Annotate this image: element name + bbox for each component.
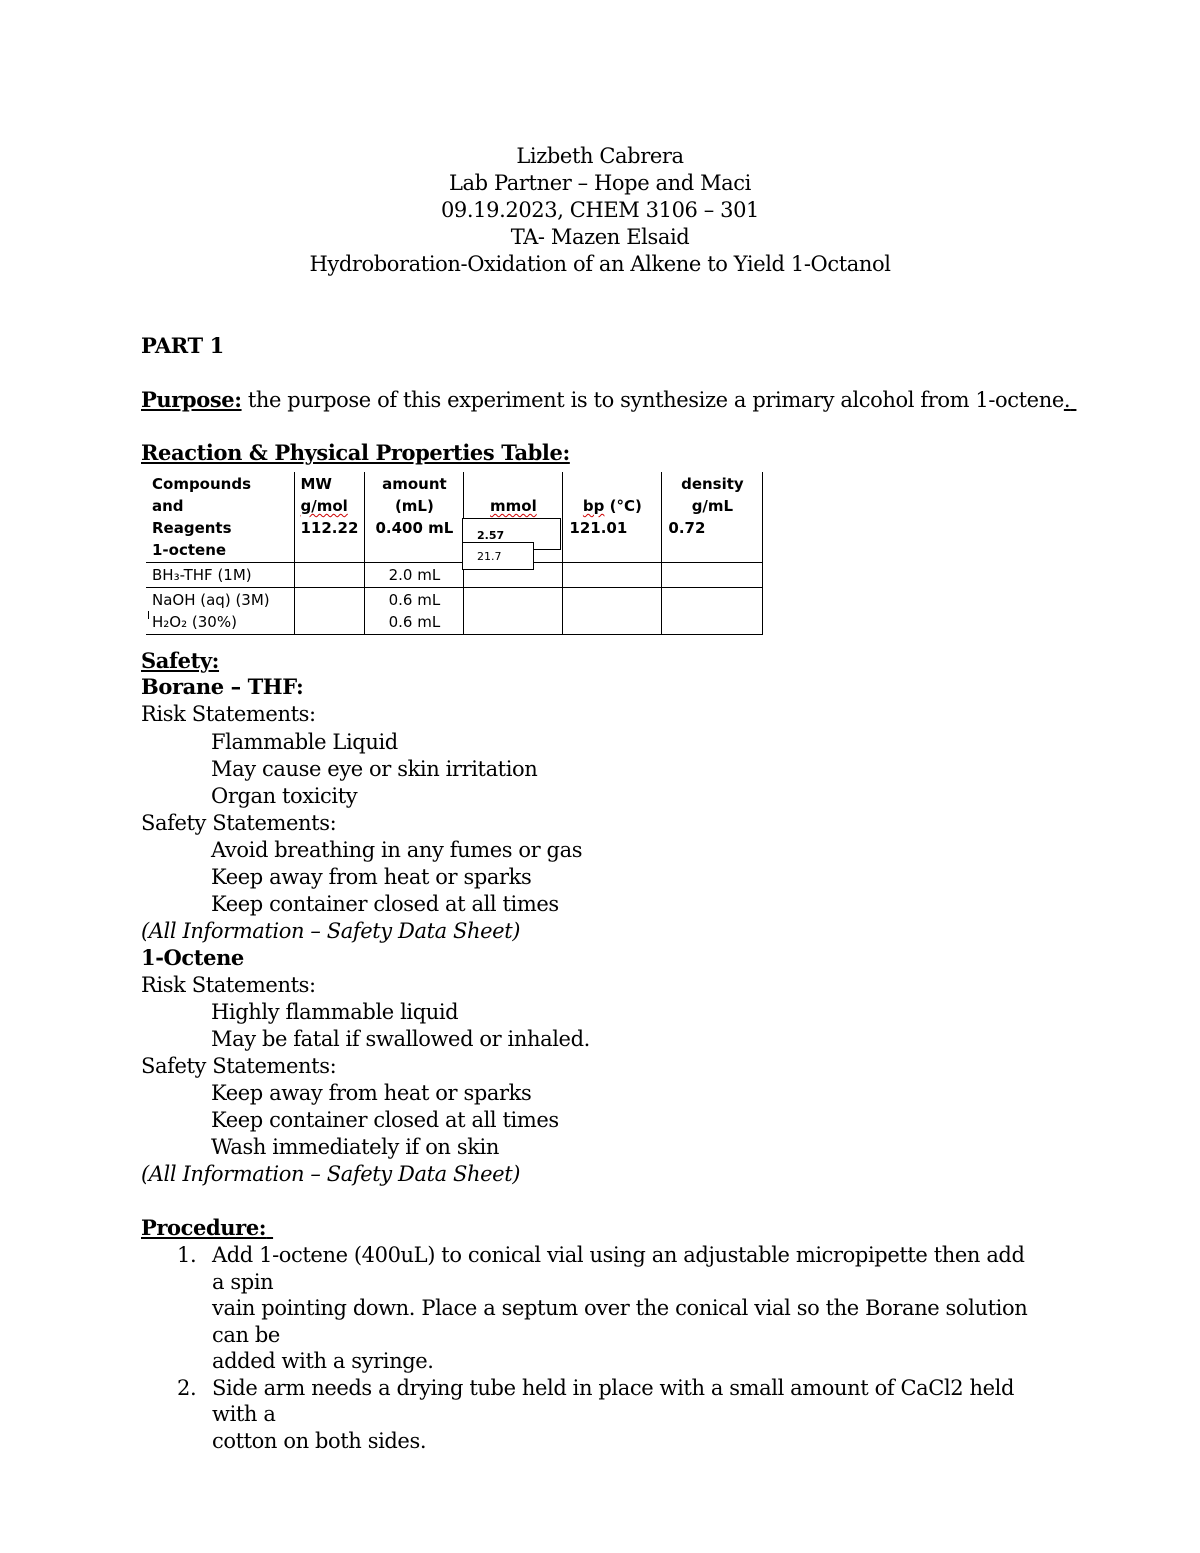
borane-safety-item: Avoid breathing in any fumes or gas (211, 838, 583, 862)
purpose-text: the purpose of this experiment is to synthesize a primary alcohol from 1-octene (241, 388, 1064, 412)
octene-safety-item: Wash immediately if on skin (211, 1135, 499, 1159)
procedure-list (141, 1242, 1041, 1454)
octene-safety-item: Keep container closed at all times (211, 1108, 559, 1132)
mmol-textbox-2: 21.7 (462, 542, 534, 570)
table-cell-mw (294, 588, 365, 635)
purpose-label: Purpose: (141, 387, 242, 412)
table-end-mark (148, 611, 149, 619)
safety-heading: Safety: (141, 648, 220, 673)
table-cell-compound: NaOH (aq) (3M) H₂O₂ (30%) (146, 588, 294, 635)
mmol-textbox-1: 2.57 (462, 518, 561, 550)
table-cell-amount: 2.0 mL (365, 563, 464, 588)
table-cell-amount: amount (mL) 0.400 mL (365, 472, 464, 563)
lab-partner: Lab Partner – Hope and Maci (449, 171, 751, 195)
octene-safety-label: Safety Statements: (141, 1054, 337, 1078)
table-cell-compound: BH₃-THF (1M) (146, 563, 294, 588)
table-cell-bp: bp (°C) 121.01 (563, 472, 662, 563)
teaching-assistant: TA- Mazen Elsaid (510, 225, 690, 249)
table-cell-density (662, 588, 763, 635)
table-cell-mw: MW g/mol 112.22 (294, 472, 365, 563)
borane-risk-item: Flammable Liquid (211, 730, 398, 754)
author-name: Lizbeth Cabrera (516, 144, 684, 168)
table-cell-bp (563, 588, 662, 635)
step-number: 2. (177, 1375, 197, 1400)
table-cell-mmol (464, 588, 563, 635)
borane-safety-label: Safety Statements: (141, 811, 337, 835)
octene-risk-label: Risk Statements: (141, 973, 316, 997)
report-title: Hydroboration-Oxidation of an Alkene to Yield 1-Octanol (309, 252, 891, 276)
reaction-properties-table (146, 472, 763, 635)
procedure-step: 1. Add 1-octene (400uL) to conical vial using an adjustable micropipette then add a spin vain pointing down. Place a septum over the conical vial so the Borane solution can be added with a syringe. (177, 1243, 1028, 1373)
borane-risk-label: Risk Statements: (141, 702, 316, 726)
table-heading: Reaction & Physical Properties Table: (141, 440, 570, 465)
part-heading: PART 1 (141, 333, 224, 358)
octene-risk-item: May be fatal if swallowed or inhaled. (211, 1027, 590, 1051)
date-course: 09.19.2023, CHEM 3106 – 301 (440, 198, 760, 222)
table-cell-bp (563, 563, 662, 588)
table-cell-density: density g/mL 0.72 (662, 472, 763, 563)
table-row (146, 588, 763, 635)
borane-safety-item: Keep away from heat or sparks (211, 865, 532, 889)
borane-source: (All Information – Safety Data Sheet) (141, 919, 521, 943)
table-row (146, 563, 763, 588)
octene-source: (All Information – Safety Data Sheet) (141, 1162, 521, 1186)
borane-heading: Borane – THF: (141, 674, 304, 699)
table-cell-amount: 0.6 mL 0.6 mL (365, 588, 464, 635)
procedure-heading: Procedure: (141, 1215, 267, 1240)
step-number: 1. (177, 1243, 197, 1267)
table-cell-mw (294, 563, 365, 588)
table-cell-compound: Compounds and Reagents 1-octene (146, 472, 294, 563)
table-cell-density (662, 563, 763, 588)
octene-risk-item: Highly flammable liquid (211, 1000, 459, 1024)
purpose-trailing: . (1063, 388, 1071, 412)
procedure-step: 2. Side arm needs a drying tube held in place with a small amount of CaCl2 held with a cotton on both sides. (177, 1375, 1015, 1453)
borane-safety-item: Keep container closed at all times (211, 892, 559, 916)
octene-heading: 1-Octene (141, 945, 244, 970)
borane-risk-item: May cause eye or skin irritation (211, 757, 538, 781)
borane-risk-item: Organ toxicity (211, 784, 358, 808)
purpose-paragraph (141, 387, 1076, 413)
table-cell-mmol: mmol (464, 472, 563, 563)
table-row (146, 472, 763, 563)
octene-safety-item: Keep away from heat or sparks (211, 1081, 532, 1105)
